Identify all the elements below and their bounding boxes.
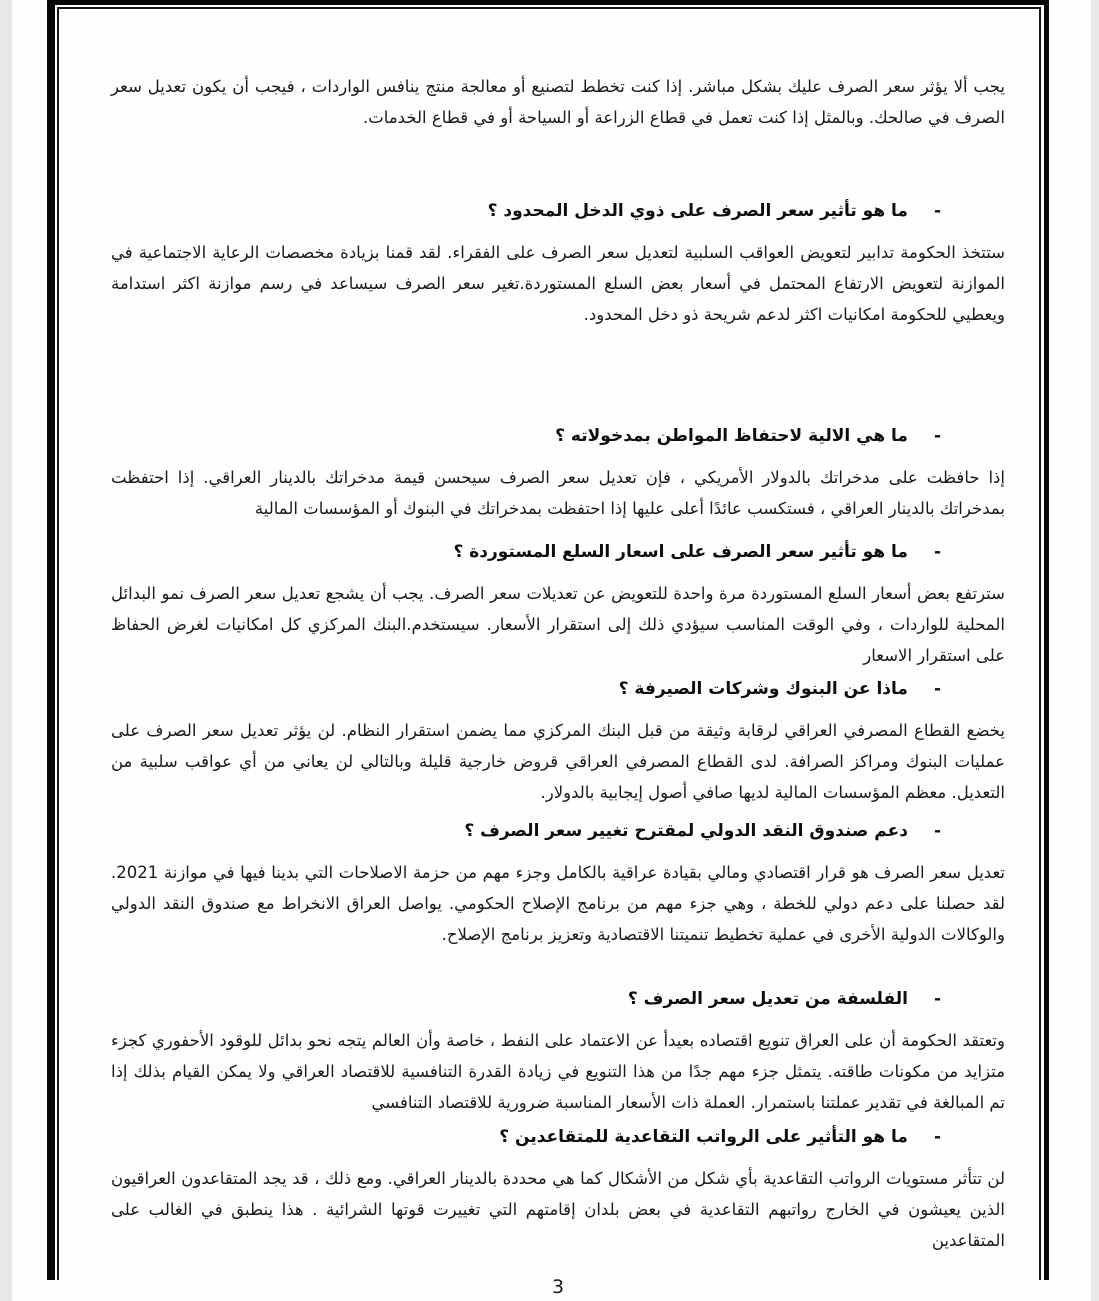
section-heading-text: ما هي الالية لاحتفاظ المواطن بمدخولاته ؟ bbox=[555, 426, 908, 446]
section-body: لن تتأثر مستويات الرواتب التقاعدية بأي شكل من الأشكال كما هي محددة بالدينار العراقي. ومع ذلك ، قد يجد المتقاعدون العراقيون الذين يعيشون في الخارج رواتبهم التقاعدية في بعض بلدان إقامتهم التي تغييرت قوتها الشرائية . هذا ينطبق في الغالب على المتقاعدين bbox=[111, 1169, 1005, 1250]
section-body: إذا حافظت على مدخراتك بالدولار الأمريكي ، فإن تعديل سعر الصرف سيحسن قيمة مدخراتك بالدينار العراقي. إذا احتفظت بمدخراتك بالدينار العراقي ، فستكسب عائدًا أعلى عليها إذا احتفظت بمدخراتك في البنوك أو المؤسسات المالية bbox=[111, 468, 1005, 518]
bullet-dash-icon: - bbox=[933, 989, 941, 1009]
faq-section bbox=[111, 196, 1005, 330]
intro-paragraph: يجب ألا يؤثر سعر الصرف عليك بشكل مباشر. إذا كنت تخطط لتصنيع أو معالجة منتج ينافس الواردات ، فيجب أن يكون تعديل سعر الصرف في صالحك. وبالمثل إذا كنت تعمل في قطاع الزراعة أو السياحة أو في قطاع الخدمات. bbox=[111, 77, 1005, 127]
section-heading bbox=[111, 984, 1005, 1015]
bullet-dash-icon: - bbox=[933, 426, 941, 446]
section-heading-text: الفلسفة من تعديل سعر الصرف ؟ bbox=[627, 989, 908, 1009]
faq-sections bbox=[111, 196, 1005, 1256]
section-body: تعديل سعر الصرف هو قرار اقتصادي ومالي بقيادة عراقية بالكامل وجزء مهم من حزمة الاصلاحات التي بدينا فيها في موازنة 2021. لقد حصلنا على دعم دولي للخطة ، وهي جزء مهم من برنامج الإصلاح الحكومي. يواصل العراق الانخراط مع صندوق النقد الدولي والوكالات الدولية الأخرى في عملية تخطيط تنميتنا الاقتصادية وتعزيز برنامج الإصلاح. bbox=[111, 863, 1005, 944]
faq-section bbox=[111, 1122, 1005, 1256]
bullet-dash-icon: - bbox=[933, 679, 941, 699]
section-body: سترتفع بعض أسعار السلع المستوردة مرة واحدة للتعويض عن تعديلات سعر الصرف. يجب أن يشجع تعديل سعر الصرف نمو البدائل المحلية للواردات ، وفي الوقت المناسب سيؤدي ذلك إلى استقرار الأسعار. سيستخدم.البنك المركزي كل امكانيات لغرض الحفاظ على استقرار الاسعار bbox=[111, 584, 1005, 665]
section-heading bbox=[111, 816, 1005, 847]
section-heading-text: ما هو تأثير سعر الصرف على اسعار السلع المستوردة ؟ bbox=[453, 542, 908, 562]
section-heading bbox=[111, 421, 1005, 452]
bullet-dash-icon: - bbox=[933, 821, 941, 841]
faq-section bbox=[111, 537, 1005, 671]
scanned-document-page bbox=[47, 0, 1049, 1298]
section-heading bbox=[111, 196, 1005, 227]
section-heading bbox=[111, 1122, 1005, 1153]
section-heading-text: دعم صندوق النقد الدولي لمقترح تغيير سعر الصرف ؟ bbox=[464, 821, 908, 841]
faq-section bbox=[111, 984, 1005, 1118]
page-content bbox=[59, 9, 1039, 1301]
faq-section bbox=[111, 816, 1005, 950]
section-heading-text: ما هو التأثير على الرواتب التقاعدية للمتقاعدين ؟ bbox=[499, 1127, 908, 1147]
section-heading-text: ما هو تأثير سعر الصرف على ذوي الدخل المحدود ؟ bbox=[487, 201, 908, 221]
page-number: 3 bbox=[551, 1276, 565, 1298]
section-body: يخضع القطاع المصرفي العراقي لرقابة وثيقة من قبل البنك المركزي مما يضمن استقرار النظام. لن يؤثر تعديل سعر الصرف على عمليات البنوك ومراكز الصرافة. لدى القطاع المصرفي العراقي قروض خارجية قليلة وبالتالي لن يعاني من أي عواقب سلبية من التعديل. معظم المؤسسات المالية لديها صافي أصول إيجابية بالدولار. bbox=[111, 721, 1005, 802]
section-heading bbox=[111, 674, 1005, 705]
bullet-dash-icon: - bbox=[933, 201, 941, 221]
section-body: وتعتقد الحكومة أن على العراق تنويع اقتصاده بعيدأ عن الاعتماد على النفط ، خاصة وأن العالم يتجه نحو بدائل للوقود الأحفوري كجزء متزايد من مكونات طاقته. يتمثل جزء مهم جدًا من هذا التنويع في زيادة القدرة التنافسية للاقتصاد العراقي ولا يمكن القيام بذلك إذا تم المبالغة في تقدير عملتنا باستمرار. العملة ذات الأسعار المناسبة ضرورية للاقتصاد التنافسي bbox=[111, 1031, 1005, 1112]
bullet-dash-icon: - bbox=[933, 1127, 941, 1147]
section-heading-text: ماذا عن البنوك وشركات الصيرفة ؟ bbox=[618, 679, 908, 699]
faq-section bbox=[111, 674, 1005, 808]
bullet-dash-icon: - bbox=[933, 542, 941, 562]
section-body: ستتخذ الحكومة تدابير لتعويض العواقب السلبية لتعديل سعر الصرف على الفقراء. لقد قمنا بزيادة مخصصات الرعاية الاجتماعية في الموازنة لتعويض الارتفاع المحتمل في أسعار بعض السلع المستوردة.تغير سعر الصرف سيساعد في رسم موازنة اكثر استدامة ويعطيي للحكومة امكانيات اكثر لدعم شريحة ذو دخل المحدود. bbox=[111, 243, 1005, 324]
page-border-frame bbox=[57, 7, 1041, 1298]
faq-section bbox=[111, 421, 1005, 524]
section-heading bbox=[111, 537, 1005, 568]
